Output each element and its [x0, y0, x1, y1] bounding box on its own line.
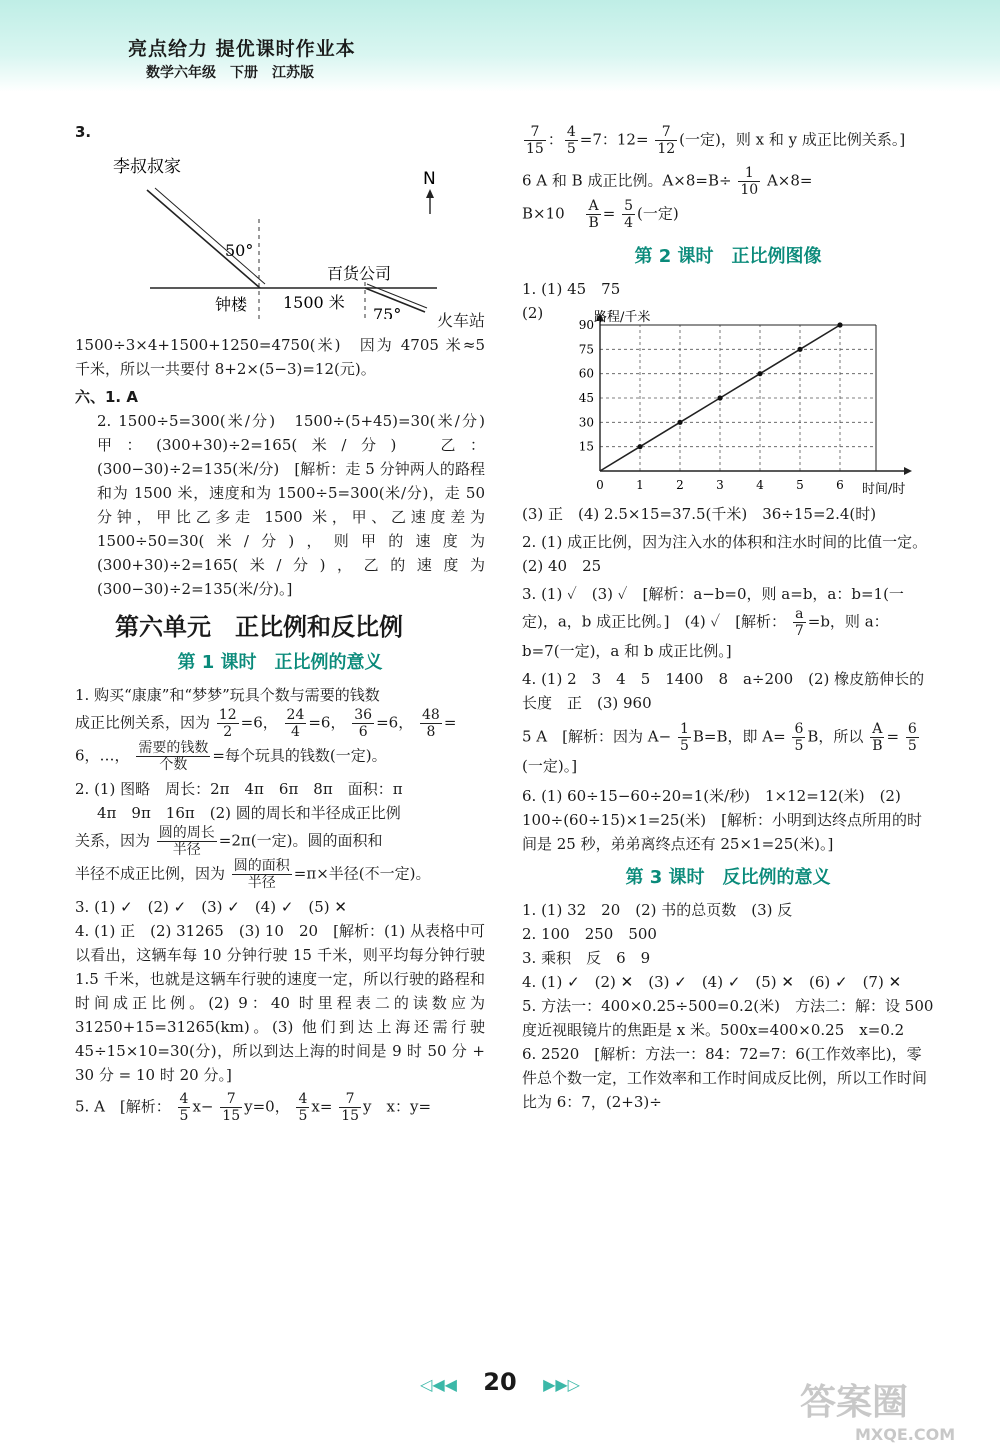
data-point	[677, 420, 682, 425]
north-arrow-head	[426, 189, 434, 198]
footer-arrows-left: ◁◀◀	[420, 1375, 457, 1394]
frac-12-2: $\frac{12}{2}$	[218, 707, 237, 740]
map-north-label: N	[423, 169, 436, 189]
map-angle-50: 50°	[225, 241, 254, 260]
frac-1-5: $\frac{1}{5}$	[679, 721, 689, 754]
l3-q1: 1. (1) 32 20 (2) 书的总页数 (3) 反	[522, 901, 793, 919]
chart-axes	[579, 313, 912, 492]
lesson2-title: 第 2 课时 正比例图像	[634, 246, 822, 267]
x-tick-label: 4	[756, 478, 764, 492]
data-point	[717, 395, 722, 400]
book-subtitle: 数学六年级 下册 江苏版	[146, 65, 314, 81]
data-point	[757, 371, 762, 376]
l3-q5: 5. 方法一：400×0.25÷500=0.2(米) 方法二：解：设 500 度近视眼镜片的焦距是 x 米。500x=400×0.25 x=0.2	[522, 997, 934, 1039]
frac-4-5-b: $\frac{4}{5}$	[298, 1091, 308, 1124]
data-point	[637, 444, 642, 449]
right-column	[522, 120, 934, 1114]
l2-q3: 3. (1) ✓ (3) ✓ [解析：a−b=0，则 a=b，a：b=1(一定)，a，b 成正比例。] (4) ✓ [解析： $\frac{a}{7}$ =b，则 a：b=7(一定)，a 和 b 成正比例。]	[522, 585, 904, 660]
lesson3-title: 第 3 课时 反比例的意义	[625, 867, 831, 888]
l3-q4: 4. (1) ✓ (2) ✕ (3) ✓ (4) ✓ (5) ✕ (6) ✓ (7) ✕	[522, 973, 902, 991]
l2-q1-c: (3) 正 (4) 2.5×15=37.5(千米) 36÷15=2.4(时)	[522, 505, 877, 523]
frac-6-5: $\frac{6}{5}$	[794, 721, 804, 754]
frac-A-B: $\frac{A}{B}$	[588, 198, 599, 231]
frac-7-15: $\frac{7}{15}$	[222, 1091, 241, 1124]
l3-q3: 3. 乘积 反 6 9	[522, 949, 651, 967]
distance-time-chart	[522, 307, 922, 502]
l2-q5: 5 A [解析：因为 A− $\frac{1}{5}$ B=B，即 A= $\frac{6}{5}$ B，所以 $\frac{A}{B}$ = $\frac{6}{5}$ (一定)。]	[522, 721, 917, 775]
chart-ylabel: 路程/千米	[594, 310, 651, 325]
x-tick-label: 3	[716, 478, 724, 492]
watermark-logo: 答案圈	[800, 1382, 909, 1423]
book-title: 亮点给力 提优课时作业本	[128, 38, 356, 60]
y-tick-label: 45	[578, 391, 594, 405]
x-tick-label: 1	[636, 478, 644, 492]
y-tick-label: 60	[578, 366, 594, 381]
frac-4-5: $\frac{4}{5}$	[179, 1091, 189, 1124]
frac-7-15-b: $\frac{7}{15}$	[341, 1091, 360, 1124]
q3-number: 3.	[75, 123, 92, 141]
l2-q4: 4. (1) 2 3 4 5 1400 8 a÷200 (2) 橡皮筋伸长的长度 正 (3) 960	[522, 670, 925, 712]
data-point	[837, 322, 842, 327]
frac-1-10: $\frac{1}{10}$	[740, 165, 759, 198]
frac-6-5-b: $\frac{6}{5}$	[907, 721, 917, 754]
lesson1-title: 第 1 课时 正比例的意义	[177, 652, 383, 673]
x-tick-label: 5	[796, 478, 804, 492]
map-home-road	[155, 188, 265, 284]
l1-q1-b: 成正比例关系，因为	[75, 713, 211, 732]
l1-q2: 2. (1) 图略 周长：2π 4π 6π 8π 面积：π 4π 9π 16π (2) 圆的周长和半径成正比例 关系，因为 $\frac{\text{圆的周长}}{\text{半径}}$ =2π(一定)。圆的面积和 半径不成正比例，因为 $\frac{\text{圆的面积}}{\text{半径}}$ =π×半径(不一定)。	[75, 780, 431, 891]
frac-a-7: $\frac{a}{7}$	[794, 606, 804, 639]
left-column	[75, 120, 501, 1124]
frac-24-4: $\frac{24}{4}$	[286, 707, 305, 740]
frac-48-8: $\frac{48}{8}$	[422, 707, 440, 740]
r-q6: 6 A 和 B 成正比例。A×8=B÷ $\frac{1}{10}$ A×8= B×10 $\frac{A}{B}$ = $\frac{5}{4}$ (一定)	[522, 165, 813, 231]
chart-grid	[600, 325, 876, 471]
l1-q4: 4. (1) 正 (2) 31265 (3) 10 20 [解析：(1) 从表格中可以看出，这辆车每 10 分钟行驶 15 千米，则平均每分钟行驶 1.5 千米，也就是这辆车行驶的速度一定，所以行驶的路程和时间成正比例。(2) 9：40 时里程表二的读数应为 31250+15=31265(km)。(3) 他们到达上海还需行驶 45÷15×10=30(分)，所以到达上海的时间是 9 时 50 分 + 30 分 = 10 时 20 分。]	[75, 922, 485, 1084]
l2-q2: 2. (1) 成正比例，因为注入水的体积和注水时间的比值一定。(2) 40 25	[522, 533, 928, 575]
l2-q1-a: 1. (1) 45 75	[522, 280, 621, 298]
page-number: 20	[483, 1368, 517, 1396]
x-tick-label: 0	[596, 478, 604, 492]
l3-q6: 6. 2520 [解析：方法一：84：72=7：6(工作效率比)，零件总个数一定，工作效率和工作时间成反比例，所以工作时间比为 6：7，(2+3)÷	[522, 1045, 928, 1111]
x-tick-label: 2	[676, 478, 684, 492]
map-home-road	[147, 190, 260, 288]
unit-title: 第六单元 正比例和反比例	[115, 613, 403, 641]
footer-arrows-right: ▶▶▷	[543, 1375, 580, 1394]
map-distance-label: 1500 米	[283, 293, 345, 312]
watermark-site: MXQE.COM	[855, 1425, 956, 1444]
x-axis-arrow	[904, 467, 912, 475]
l1-q5: 5. A [解析： $\frac{4}{5}$ x− $\frac{7}{15}$ y=0， $\frac{4}{5}$ x= $\frac{7}{15}$ y x：y=	[75, 1091, 432, 1124]
frac-5-4: $\frac{5}{4}$	[624, 198, 634, 231]
frac-36-6: $\frac{36}{6}$	[354, 707, 373, 740]
y-tick-label: 30	[578, 415, 594, 430]
l1-q1-a: 1. 购买“康康”和“梦梦”玩具个数与需要的钱数	[75, 686, 380, 704]
section6-q1: 六、1. A	[75, 388, 138, 406]
l2-q6: 6. (1) 60÷15−60÷20=1(米/秒) 1×12=12(米) (2) 100÷(60÷15)×1=25(米) [解析：小明到达终点所用的时间是 25 秒，弟弟离终点还有 25×1=25(米)。]	[522, 787, 922, 853]
map-store-label: 百货公司	[327, 264, 392, 283]
l3-q2: 2. 100 250 500	[522, 925, 657, 943]
r-top: $\frac{7}{15}$ ： $\frac{4}{5}$ =7：12= $\frac{7}{12}$ (一定)，则 x 和 y 成正比例关系。]	[526, 124, 906, 157]
l2-q1-b: (2)	[522, 304, 544, 322]
direction-map	[75, 144, 485, 319]
chart-series	[600, 322, 843, 471]
map-angle-75: 75°	[373, 305, 402, 319]
section6-q2: 2. 1500÷5=300(米/分) 1500÷(5+45)=30(米/分) 甲：(300+30)÷2=165(米/分) 乙：(300−30)÷2=135(米/分) [解析：走 5 分钟两人的路程和为 1500 米，速度和为 1500÷5=300(米/分)，走 50 分钟，甲比乙多走 1500 米，甲、乙速度差为 1500÷50=30(米/分)，则甲的速度为(300+30)÷2=165(米/分)，乙的速度为(300−30)÷2=135(米/分)。]	[97, 412, 501, 598]
x-tick-label: 6	[836, 478, 844, 492]
frac-circumference-radius: $\frac{\text{圆的周长}}{\text{半径}}$	[158, 825, 215, 858]
frac-area-radius: $\frac{\text{圆的面积}}{\text{半径}}$	[233, 858, 290, 891]
frac-money-count: $\frac{\text{需要的钱数}}{\text{个数}}$	[138, 740, 209, 773]
q3-answer: 1500÷3×4+1500+1250=4750(米) 因为 4705 米≈5 千米，所以一共要付 8+2×(5−3)=12(元)。	[75, 336, 485, 378]
chart-xlabel: 时间/时	[862, 482, 906, 497]
y-tick-label: 90	[578, 318, 594, 332]
y-tick-label: 75	[578, 342, 594, 357]
map-tower-label: 钟楼	[215, 295, 248, 314]
map-home-label: 李叔叔家	[113, 157, 181, 177]
y-tick-label: 15	[578, 439, 594, 454]
l1-q3: 3. (1) ✓ (2) ✓ (3) ✓ (4) ✓ (5) ✕	[75, 898, 347, 916]
data-point	[797, 347, 802, 352]
frac-A-B-2: $\frac{A}{B}$	[872, 721, 883, 754]
frac-7-12: $\frac{7}{12}$	[657, 124, 676, 157]
map-station-label: 火车站	[436, 311, 485, 330]
l1-q1: 1. 购买“康康”和“梦梦”玩具个数与需要的钱数 成正比例关系，因为 $\frac{12}{2}$ =6， $\frac{24}{4}$ =6， $\frac{36}{6}$ =6， $\frac{48}{8}$ = 6，…， $\frac{\text{需要的钱数}}{\text{个数}}$ =每个玩具的钱数(一定)。	[75, 686, 457, 773]
